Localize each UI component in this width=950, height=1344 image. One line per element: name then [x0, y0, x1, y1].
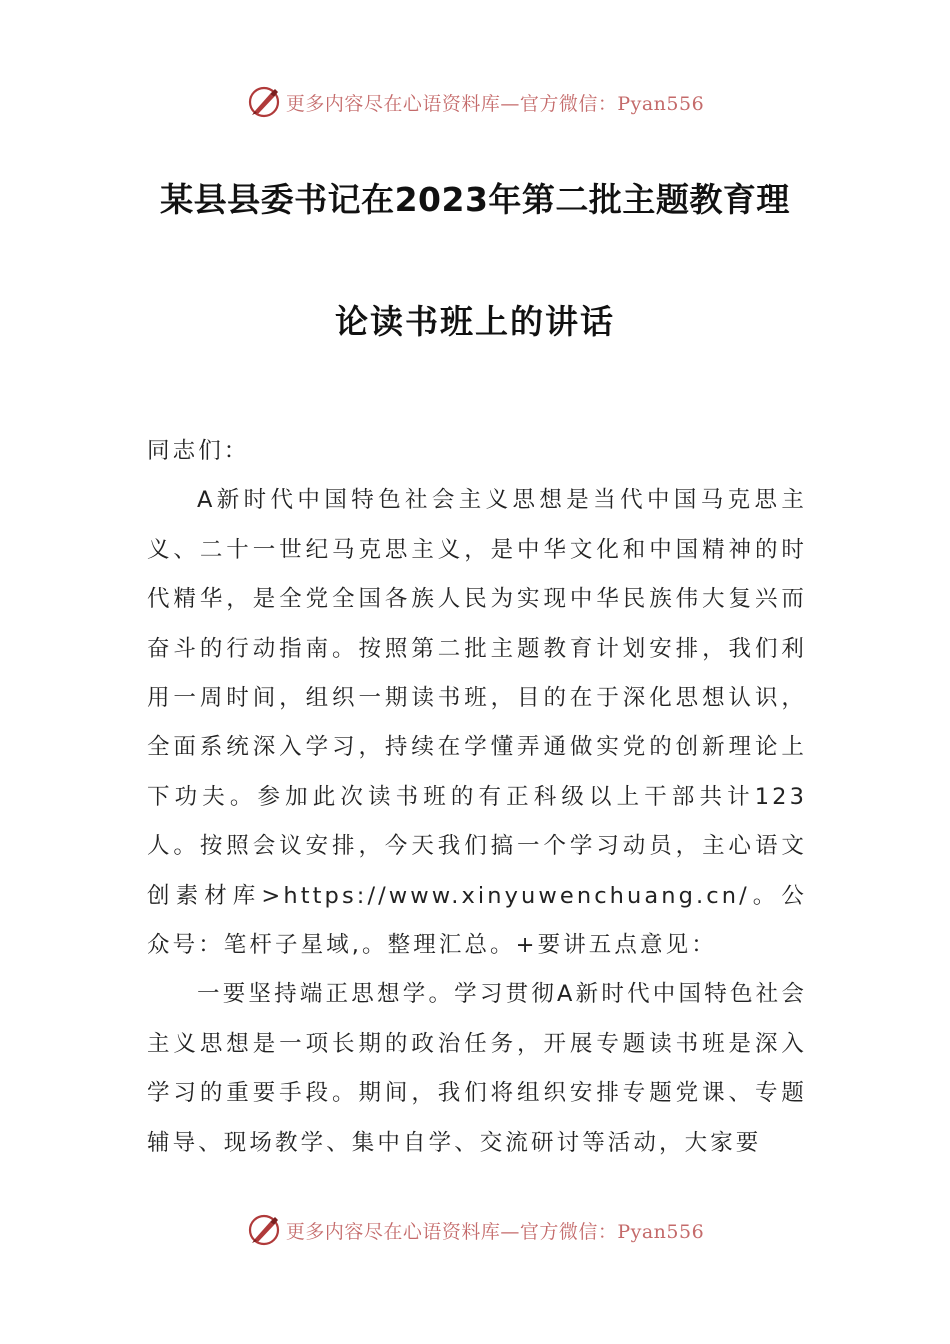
document-title-line1: 某县县委书记在2023年第二批主题教育理 — [160, 180, 790, 219]
footer-banner-text: 更多内容尽在心语资料库—官方微信：Pyan556 — [285, 1220, 705, 1243]
footer-banner — [0, 1208, 950, 1252]
pen-logo-icon — [246, 1212, 282, 1248]
header-banner — [0, 80, 950, 124]
paragraph-point-one: 一要坚持端正思想学。学习贯彻A新时代中国特色社会主义思想是一项长期的政治任务，开展专题读书班是深入学习的重要手段。期间，我们将组织安排专题党课、专题辅导、现场教学、集中自学、交流研讨等活动，大家要 — [147, 981, 807, 1156]
salutation: 同志们： — [147, 438, 250, 464]
header-banner-text: 更多内容尽在心语资料库—官方微信：Pyan556 — [285, 92, 705, 115]
pen-logo-icon — [246, 84, 282, 120]
paragraph-intro: A新时代中国特色社会主义思想是当代中国马克思主义、二十一世纪马克思主义，是中华文化和中国精神的时代精华，是全党全国各族人民为实现中华民族伟大复兴而奋斗的行动指南。按照第二批主题教育计划安排，我们利用一周时间，组织一期读书班，目的在于深化思想认识，全面系统深入学习，持续在学懂弄通做实党的创新理论上下功夫。参加此次读书班的有正科级以上干部共计123人。按照会议安排，今天我们搞一个学习动员，主心语文创素材库>https://www.xinyuwenchuang.cn/。公众号：笔杆子星域,。整理汇总。+要讲五点意见： — [147, 487, 807, 959]
document-body — [147, 427, 807, 1168]
document-title-line2: 论读书班上的讲话 — [335, 302, 615, 341]
